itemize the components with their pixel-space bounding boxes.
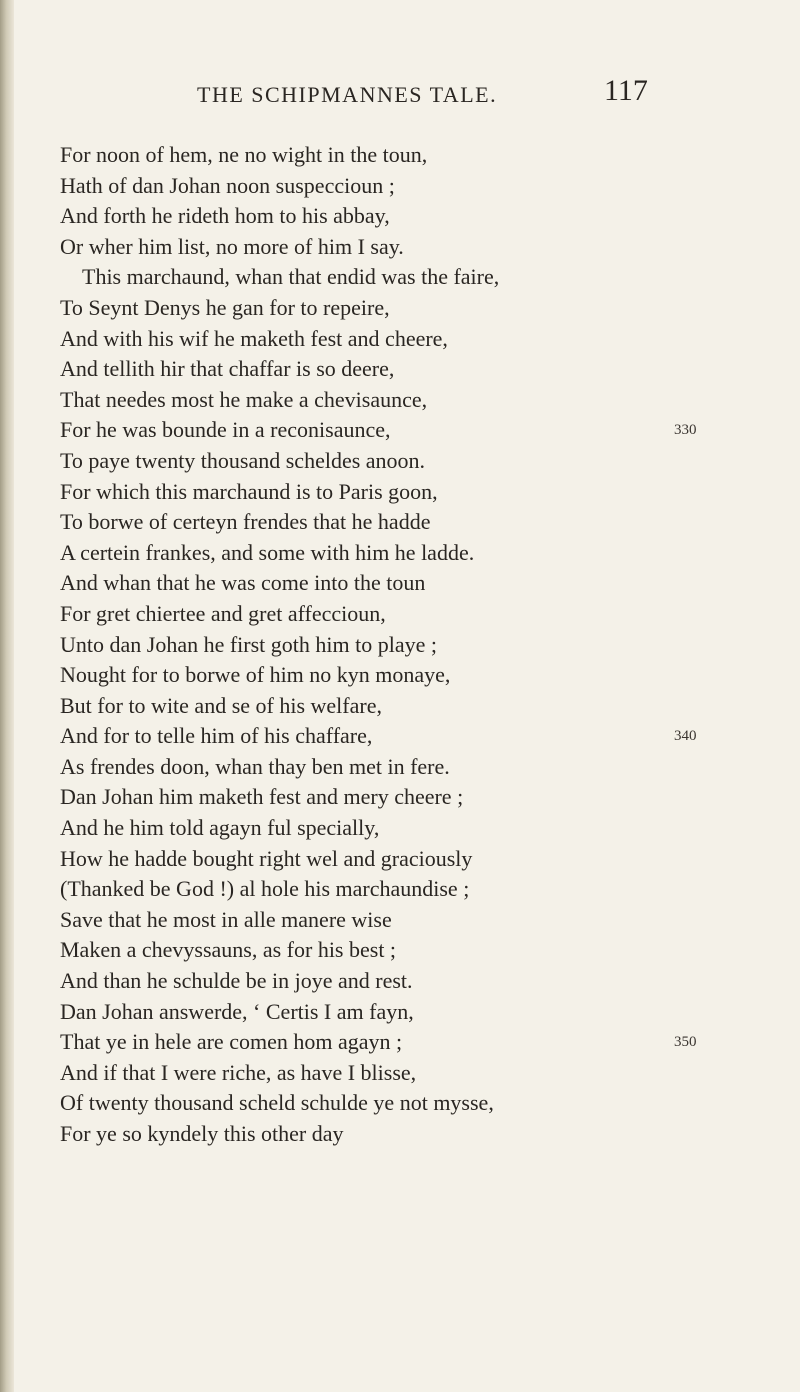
verse-line-text: This marchaund, whan that endid was the faire, <box>82 264 500 290</box>
verse-line <box>60 660 760 691</box>
verse-line <box>60 538 760 569</box>
verse-line-text: And whan that he was come into the toun <box>60 570 426 596</box>
verse-line <box>60 477 760 508</box>
verse-line-text: For he was bounde in a reconisaunce, <box>60 417 391 443</box>
verse-line-text: And he him told agayn ful specially, <box>60 815 380 841</box>
verse-line <box>60 446 760 477</box>
verse-line-text: That ye in hele are comen hom agayn ; <box>60 1029 403 1055</box>
verse-line-text: Nought for to borwe of him no kyn monaye, <box>60 662 451 688</box>
verse-line <box>60 262 760 293</box>
verse-line <box>60 874 760 905</box>
verse-line-text: Dan Johan answerde, ‘ Certis I am fayn, <box>60 998 414 1024</box>
verse-line <box>60 966 760 997</box>
verse-line-text: Of twenty thousand scheld schulde ye not mysse, <box>60 1090 494 1116</box>
verse-text <box>60 140 760 1150</box>
verse-line-text: And for to telle him of his chaffare, <box>60 723 373 749</box>
verse-line-text: And with his wif he maketh fest and cheere, <box>60 325 448 351</box>
line-number: 330 <box>674 422 697 439</box>
verse-line <box>60 997 760 1028</box>
running-title: THE SCHIPMANNES TALE. <box>197 82 498 107</box>
verse-line-text: Maken a chevyssauns, as for his best ; <box>60 937 397 963</box>
line-number: 340 <box>674 728 697 745</box>
verse-line-text: A certein frankes, and some with him he ladde. <box>60 539 475 565</box>
verse-line-text: Dan Johan him maketh fest and mery cheere ; <box>60 784 464 810</box>
verse-line <box>60 752 760 783</box>
verse-line-text: And if that I were riche, as have I blisse, <box>60 1059 417 1085</box>
verse-line <box>60 201 760 232</box>
verse-line <box>60 721 760 752</box>
verse-line <box>60 232 760 263</box>
verse-line <box>60 354 760 385</box>
verse-line-text: Unto dan Johan he first goth him to playe ; <box>60 631 437 657</box>
verse-line <box>60 171 760 202</box>
verse-line <box>60 385 760 416</box>
verse-line <box>60 415 760 446</box>
verse-line-text: For noon of hem, ne no wight in the toun, <box>60 142 428 167</box>
verse-line-text: How he hadde bought right wel and graciously <box>60 845 473 871</box>
verse-line <box>60 630 760 661</box>
verse-line-text: Hath of dan Johan noon suspeccioun ; <box>60 172 395 198</box>
verse-line-text: For ye so kyndely this other day <box>60 1121 344 1146</box>
verse-line <box>60 599 760 630</box>
verse-line-text: And tellith hir that chaffar is so deere, <box>60 356 395 382</box>
verse-line-text: Or wher him list, no more of him I say. <box>60 233 404 259</box>
line-number: 350 <box>674 1034 697 1051</box>
verse-line <box>60 293 760 324</box>
verse-line <box>60 507 760 538</box>
verse-line-text: To Seynt Denys he gan for to repeire, <box>60 294 390 320</box>
verse-line <box>60 324 760 355</box>
verse-line-text: But for to wite and se of his welfare, <box>60 692 382 718</box>
verse-line-text: To paye twenty thousand scheldes anoon. <box>60 447 426 473</box>
verse-line-text: That needes most he make a chevisaunce, <box>60 386 428 412</box>
page-number: 117 <box>604 74 648 107</box>
verse-line <box>60 813 760 844</box>
verse-line-text: For gret chiertee and gret affeccioun, <box>60 600 386 626</box>
verse-line <box>60 1058 760 1089</box>
verse-line-text: For which this marchaund is to Paris goon, <box>60 478 438 504</box>
verse-line <box>60 691 760 722</box>
verse-line <box>60 1119 760 1150</box>
verse-line-text: And than he schulde be in joye and rest. <box>60 968 413 994</box>
verse-line-text: To borwe of certeyn frendes that he hadde <box>60 509 431 535</box>
verse-line-text: As frendes doon, whan thay ben met in fere. <box>60 753 450 779</box>
verse-line <box>60 782 760 813</box>
verse-line <box>60 1088 760 1119</box>
verse-line <box>60 1027 760 1058</box>
verse-line <box>60 844 760 875</box>
verse-line-text: Save that he most in alle manere wise <box>60 906 392 932</box>
verse-line-text: (Thanked be God !) al hole his marchaundise ; <box>60 876 470 902</box>
verse-line <box>60 905 760 936</box>
verse-line <box>60 140 760 171</box>
verse-line-text: And forth he rideth hom to his abbay, <box>60 203 390 229</box>
verse-line <box>60 935 760 966</box>
verse-line <box>60 568 760 599</box>
page-binding-edge <box>0 0 14 1392</box>
